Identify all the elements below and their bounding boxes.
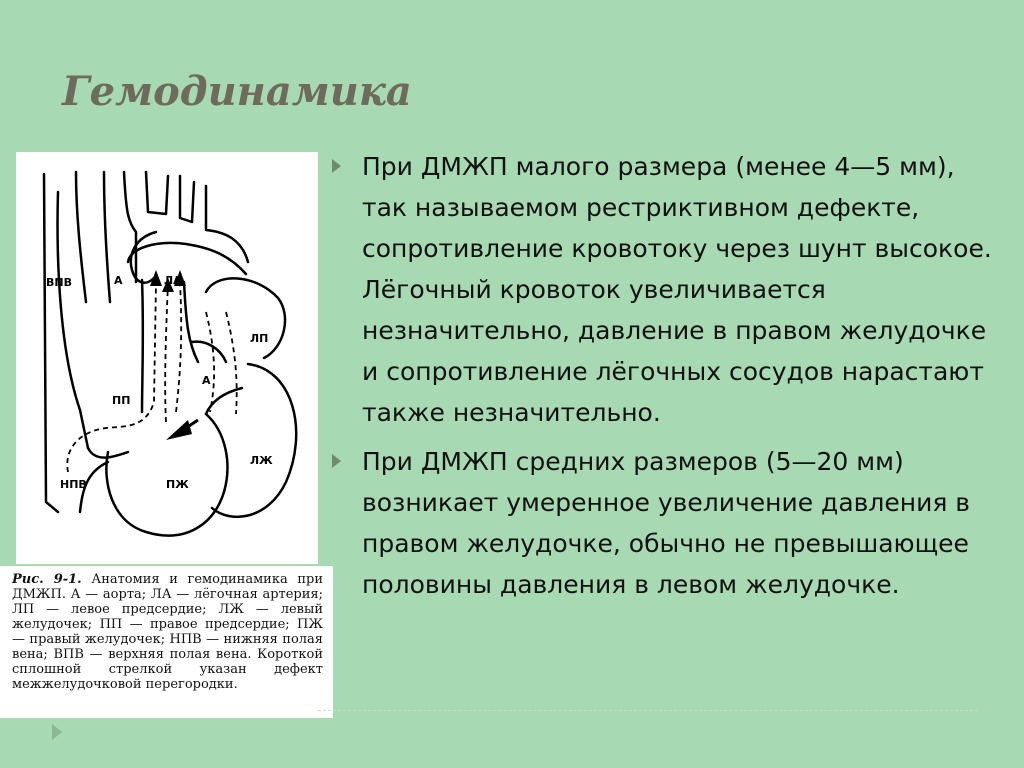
svc-outline-left: [76, 172, 86, 302]
outline-left: [44, 174, 58, 512]
slide-title: Гемодинамика: [62, 68, 412, 115]
label-aorta-top: А: [114, 274, 123, 287]
bullet-arrow-icon: [332, 454, 341, 468]
heart-diagram: [16, 152, 318, 564]
ra-outline: [58, 192, 88, 448]
caption-label: Рис. 9-1.: [12, 572, 82, 587]
la-outline: [206, 278, 285, 358]
flow-line-lv: [226, 312, 237, 414]
pulmonary-trunk-left: [142, 280, 143, 412]
aorta-branch-1: [146, 172, 168, 214]
label-pzh: ПЖ: [166, 478, 189, 491]
aortic-root: [131, 232, 156, 283]
flow-arrow-1: [150, 270, 162, 286]
pulmonary-artery-top: [128, 243, 246, 274]
bullet-arrow-icon: [332, 159, 341, 173]
aorta-branch-2: [180, 176, 194, 222]
rv-outline: [106, 414, 227, 536]
bullet-list: [332, 146, 992, 613]
heart-diagram-svg: [16, 152, 318, 564]
label-la: ЛА: [164, 274, 182, 287]
defect-arrow: [166, 420, 192, 440]
bullet-item: [332, 441, 992, 605]
bullet-text: При ДМЖП средних размеров (5—20 мм) возникает умеренное увеличение давления в правом желудочке, обычно не превышающее половины давления в левом желудочке.: [362, 447, 971, 599]
pulmonary-trunk-right: [184, 282, 198, 362]
svc-outline-right: [104, 172, 110, 302]
flow-line-pa: [176, 282, 181, 412]
label-aorta-mid: А: [202, 374, 211, 387]
label-lzh: ЛЖ: [250, 454, 273, 467]
corner-arrow-icon: [52, 724, 62, 740]
label-pp: ПП: [112, 394, 131, 407]
bullet-text: При ДМЖП малого размера (менее 4—5 мм), так называемом рестриктивном дефекте, сопротивление кровотоку через шунт высокое. Лёгочный кровоток увеличивается незначительно, давление в правом желудочке и сопротивление лёгочных сосудов нарастают также незначительно.: [362, 152, 992, 427]
label-npv: НПВ: [60, 478, 87, 491]
label-lp: ЛП: [250, 332, 269, 345]
label-vpv: ВПВ: [46, 276, 72, 289]
figure-caption: [0, 566, 333, 718]
caption-text: Анатомия и гемодинамика при ДМЖП. А — аорта; ЛА — лёгочная артерия; ЛП — левое предсердие; ЛЖ — левый желудочек; ПП — правое предсердие; ПЖ — правый желудочек; НПВ — нижняя полая вена; ВПВ — верхняя полая вена. Короткой сплошной стрелкой указан дефект межжелудочковой перегородки.: [12, 572, 323, 692]
footer-divider: [318, 710, 978, 711]
flow-line-rv: [165, 282, 168, 422]
flow-line-la: [206, 312, 214, 412]
bullet-item: [332, 146, 992, 433]
